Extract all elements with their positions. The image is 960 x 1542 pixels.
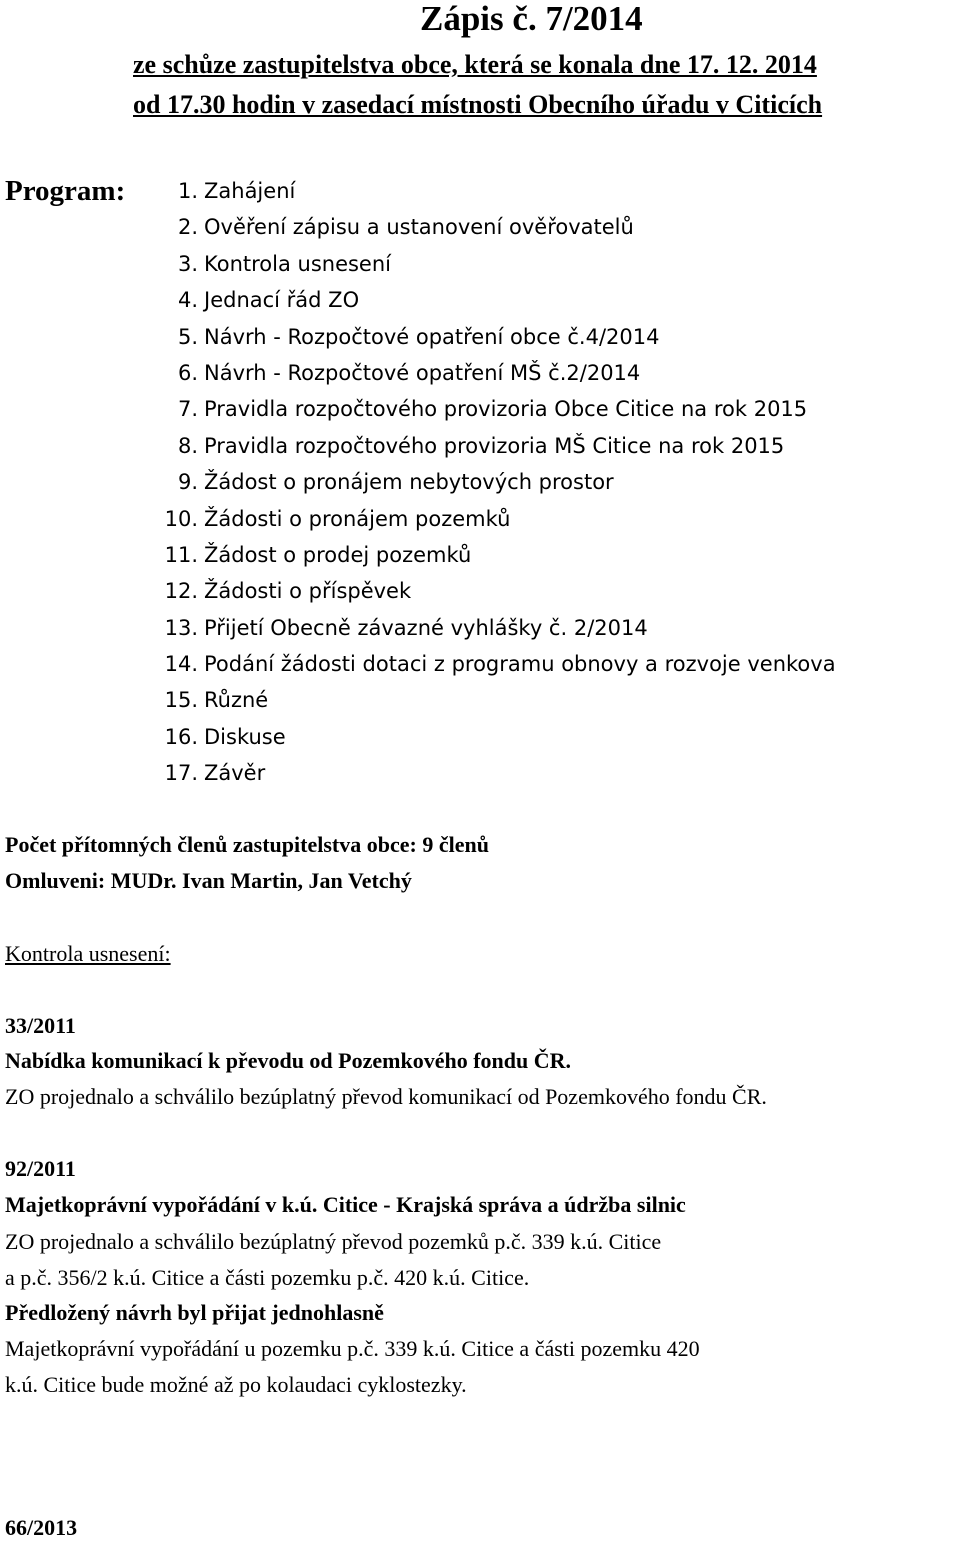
program-item [0, 355, 960, 391]
meeting-info-line-1: ze schůze zastupitelstva obce, která se konala dne 17. 12. 2014 [133, 50, 817, 79]
program-list [0, 173, 960, 792]
program-item [0, 246, 960, 282]
program-item-text: Žádost o pronájem nebytových prostor [204, 470, 614, 495]
program-item-text: Závěr [204, 761, 266, 786]
program-item-number: 13. [164, 615, 198, 640]
program-item-number: 17. [164, 761, 198, 786]
resolution-number: 92/2011 [5, 1156, 76, 1181]
program-item-text: Podání žádosti dotaci z programu obnovy a rozvoje venkova [204, 652, 836, 677]
attendance-count: Počet přítomných členů zastupitelstva obce: 9 členů [5, 832, 489, 857]
program-item [0, 209, 960, 245]
program-item-number: 14. [164, 652, 198, 677]
program-item [0, 319, 960, 355]
resolution-number: 33/2011 [5, 1013, 76, 1038]
program-item-text: Zahájení [204, 179, 296, 203]
program-item [0, 464, 960, 500]
program-item-number: 7. [177, 397, 198, 422]
excused-names: MUDr. Ivan Martin, Jan Vetchý [105, 868, 412, 893]
excused-members [5, 867, 412, 895]
program-item [0, 719, 960, 755]
program-item-number: 1. [177, 179, 198, 203]
program-item [0, 573, 960, 609]
resolution-body-line: a p.č. 356/2 k.ú. Citice a části pozemku p.č. 420 k.ú. Citice. [5, 1265, 530, 1290]
program-item [0, 646, 960, 682]
resolution-body-line: ZO projednalo a schválilo bezúplatný převod pozemků p.č. 339 k.ú. Citice [5, 1229, 662, 1254]
program-item-text: Různé [204, 688, 269, 713]
meeting-info-line-2: od 17.30 hodin v zasedací místnosti Obecního úřadu v Citicích [133, 90, 823, 119]
resolution-number: 66/2013 [5, 1515, 78, 1540]
program-item-number: 11. [164, 542, 198, 567]
program-item-number: 16. [164, 724, 198, 749]
program-item-text: Ověření zápisu a ustanovení ověřovatelů [204, 215, 634, 240]
program-item-text: Žádosti o pronájem pozemků [204, 506, 511, 531]
program-item-number: 10. [164, 506, 198, 531]
resolution-note-line: k.ú. Citice bude možné až po kolaudaci cyklostezky. [5, 1372, 467, 1397]
program-item-text: Žádosti o příspěvek [204, 579, 412, 604]
control-heading: Kontrola usnesení: [5, 941, 171, 966]
program-item-text: Jednací řád ZO [204, 288, 360, 313]
program-item [0, 610, 960, 646]
resolution-note-line: Majetkoprávní vypořádání u pozemku p.č. 339 k.ú. Citice a části pozemku 420 [5, 1336, 700, 1361]
program-item-number: 12. [164, 579, 198, 604]
document-title: Zápis č. 7/2014 [420, 0, 643, 38]
program-item-number: 2. [177, 215, 198, 240]
program-item [0, 501, 960, 537]
program-item-text: Přijetí Obecně závazné vyhlášky č. 2/2014 [204, 615, 648, 640]
excused-label: Omluveni: [5, 868, 106, 893]
program-item-text: Diskuse [204, 724, 286, 749]
program-item-number: 15. [164, 688, 198, 713]
resolution-title: Nabídka komunikací k převodu od Pozemkového fondu ČR. [5, 1048, 572, 1073]
program-item-text: Návrh - Rozpočtové opatření MŠ č.2/2014 [204, 360, 641, 385]
program-item-text: Kontrola usnesení [204, 251, 392, 276]
program-item-text: Pravidla rozpočtového provizoria MŠ Citice na rok 2015 [204, 433, 785, 458]
program-label: Program: [5, 175, 126, 207]
resolution-result: Předložený návrh byl přijat jednohlasně [5, 1300, 384, 1325]
program-item-number: 3. [177, 251, 198, 276]
program-item [0, 282, 960, 318]
program-item [0, 755, 960, 791]
resolution-title: Majetkoprávní vypořádání v k.ú. Citice - Krajská správa a údržba silnic [5, 1192, 686, 1217]
program-item-number: 8. [177, 433, 198, 458]
program-item-number: 5. [177, 324, 198, 349]
program-item-number: 6. [177, 360, 198, 385]
resolution-body: ZO projednalo a schválilo bezúplatný převod komunikací od Pozemkového fondu ČR. [5, 1084, 767, 1109]
program-item-number: 9. [177, 470, 198, 495]
program-item [0, 173, 960, 209]
program-item [0, 428, 960, 464]
program-item [0, 391, 960, 427]
program-item [0, 682, 960, 718]
program-item-text: Žádost o prodej pozemků [204, 542, 472, 567]
program-item-text: Návrh - Rozpočtové opatření obce č.4/2014 [204, 324, 660, 349]
program-item-text: Pravidla rozpočtového provizoria Obce Citice na rok 2015 [204, 397, 808, 422]
program-item-number: 4. [177, 288, 198, 313]
program-item [0, 537, 960, 573]
